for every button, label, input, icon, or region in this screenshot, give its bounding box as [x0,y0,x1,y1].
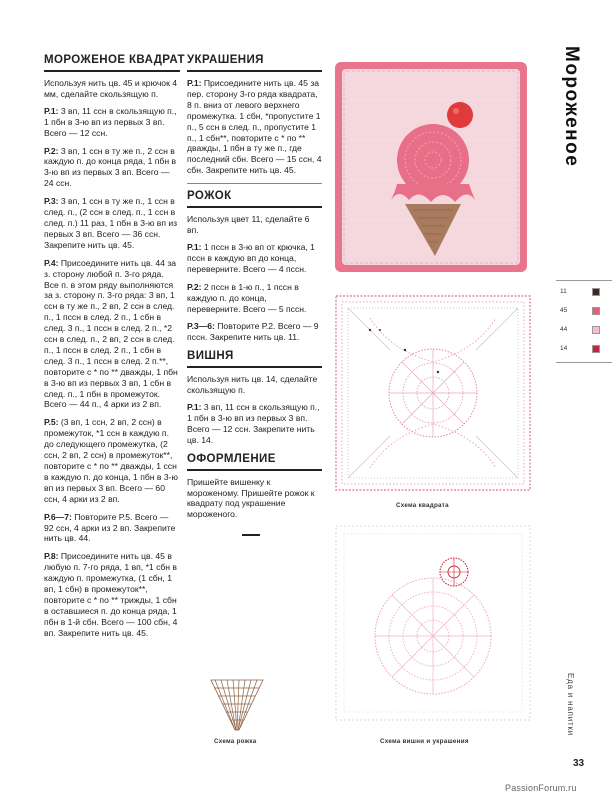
row-label: Р.4: [44,257,59,268]
cone-intro: Используя цвет 11, сделайте 6 вп. [187,214,310,236]
row-label: Р.6—7: [44,511,72,522]
row-text: 3 вп, 1 ссн в ту же п., 2 ссн в каждую п. до конца ряда, 1 пбн в 3-ю вп из первых 3 вп. Всего — 24 ссн. [44,145,177,189]
row-text: 3 вп, 1 ссн в ту же п., 1 ссн в след. п., (2 ссн в след. п., 1 ссн в след. п.) 11 раз, 1 пбн в 3-ю вп из первых 3 вп. Всего — 36 ссн. Закрепите нить цв. 45. [44,196,178,250]
row-label: Р.8: [44,551,59,562]
divider [187,183,322,184]
instruction-row [187,402,322,446]
row-text: 3 вп, 11 ссн в скользящую п., 1 пбн в 3-ю вп из первых 3 вп. Всего — 12 ссн. Закрепите нить цв. 14. [187,402,320,445]
ice-cream-square-photo [333,60,529,274]
cherry-intro: Используя нить цв. 14, сделайте скользящую п. [187,374,318,396]
row-text: Присоедините нить цв. 44 за з. сторону любой п. 3-го ряда. Все п. в этом ряду выполняются за з. сторону п. 3-го ряда: 3 вп, 1 ссн в ту же п., 2 вп, 2 ссн в след. п., 1 пссн в след. 2 п., 1 сбн в след. 3 п., 1 пссн в след. 2 п., *2 ссн в след. п., 2 вп, 2 ссн в след. п., 1 пссн в след. 2 п., 1 сбн в след. 3 п., 1 пссн в след. 2 п.**, повторите с * по ** дважды, 1 пбн в 3-ю вп из первых 3 вп, 1 сбн в след. п., 1 пбн в промежуток. Всего — 44 п., 4 арки из 2 вп. [44,257,178,410]
row-text: 3 вп, 11 ссн в скользящую п., 1 пбн в 3-ю вп из первых 3 вп. Всего — 12 ссн. [44,105,177,138]
finish-title: ОФОРМЛЕНИЕ [187,453,322,471]
instruction-row [187,242,322,275]
row-text: (3 вп, 1 ссн, 2 вп, 2 ссн) в промежуток, *1 ссн в каждую п. до следующего промежутка, (2 ссн, 2 вп, 2 ссн) в промежуток**, повторите с * по ** дважды, 1 ссн в каждую п. до конца, 1 пбн в 3-ю вп из первых 3 вп. Всего — 60 ссн, 4 арки из 2 вп. [44,417,178,504]
square-chart-caption: Схема квадрата [396,502,449,509]
legend-top-line [556,280,612,281]
color-swatch [592,307,600,315]
cone-chart [205,672,269,734]
instruction-row [187,78,322,176]
square-chart [330,290,536,496]
row-label: Р.3—6: [187,321,215,332]
square-instructions [44,54,185,646]
row-text: Повторите Р.5. Всего — 92 ссн, 4 арки из 2 вп. Закрепите нить цв. 44. [44,511,176,544]
row-label: Р.1: [187,78,202,88]
side-title: Мороженое [561,46,582,168]
color-swatch [592,288,600,296]
instruction-row [187,321,322,343]
cherry-title: ВИШНЯ [187,350,322,368]
legend-item: 11 [560,282,600,301]
color-swatch [592,345,600,353]
instruction-row [44,146,180,190]
page-number: 33 [573,758,585,769]
row-label: Р.1: [187,402,202,413]
row-label: Р.1: [187,241,202,252]
row-text: 1 пссн в 3-ю вп от крючка, 1 пссн в каждую вп до конца, переверните. Всего — 4 пссн. [187,241,315,274]
instruction-row [44,106,180,139]
watermark: PassionForum.ru [505,783,577,793]
side-category: Еда и напитки [566,673,575,737]
row-text: Присоедините нить цв. 45 в любую п. 7-го ряда, 1 вп, *1 сбн в каждую п. промежутка, (1 сбн, 1 вп, 1 сбн) в промежуток**, повторите с * по ** трижды, 1 сбн в оставшиеся п. до конца ряда, 1 пбн в 1-й сбн. Всего — 100 сбн, 4 вп. Закрепите нить цв. 45. [44,551,178,638]
cherry-chart-caption: Схема вишни и украшения [380,738,469,745]
row-label: Р.2: [44,145,59,156]
square-intro: Используя нить цв. 45 и крючок 4 мм, сделайте скользящую п. [44,78,178,99]
row-label: Р.5: [44,417,59,428]
end-dash [242,534,260,536]
row-text: Присоедините нить цв. 45 за пер. сторону 3-го ряда квадрата, 8 п. вниз от левого верхнего промежутка. 1 сбн, *пропустите 1 п., 5 ссн в след. п., пропустите 1 п., 1 сбн**, повторите с * по ** дважды, 1 пбн в ту же п., где последний сбн. Всего — 15 ссн, 4 сбн. Закрепите нить цв. 45. [187,78,322,176]
legend-item: 45 [560,301,600,320]
instruction-row [44,551,180,638]
cone-rows [187,242,322,343]
legend-item: 14 [560,339,600,358]
instruction-row [187,282,322,315]
row-text: Повторите Р.2. Всего — 9 пссн. Закрепите нить цв. 11. [187,321,319,343]
cone-chart-caption: Схема рожка [214,738,257,745]
legend-bottom-line [556,362,612,363]
cherry-decor-chart [330,520,536,726]
row-label: Р.3: [44,196,59,207]
decor-rows [187,78,322,176]
cone-title: РОЖОК [187,190,322,208]
cherry-rows [187,402,322,446]
color-legend [560,282,600,358]
legend-item: 44 [560,320,600,339]
decor-title: УКРАШЕНИЯ [187,54,322,72]
row-label: Р.1: [44,105,59,116]
square-title: МОРОЖЕНОЕ КВАДРАТ [44,54,180,72]
row-text: 2 пссн в 1-ю п., 1 пссн в каждую п. до конца, переверните. Всего — 5 пссн. [187,281,307,314]
color-swatch [592,326,600,334]
instruction-row [44,258,180,411]
row-label: Р.2: [187,281,202,292]
finish-intro: Пришейте вишенку к мороженому. Пришейте рожок к квадрату под украшение мороженого. [187,476,315,520]
square-rows [44,106,180,639]
instruction-row [44,512,180,545]
right-instructions [187,54,322,536]
instruction-row [44,417,180,504]
instruction-row [44,196,180,251]
